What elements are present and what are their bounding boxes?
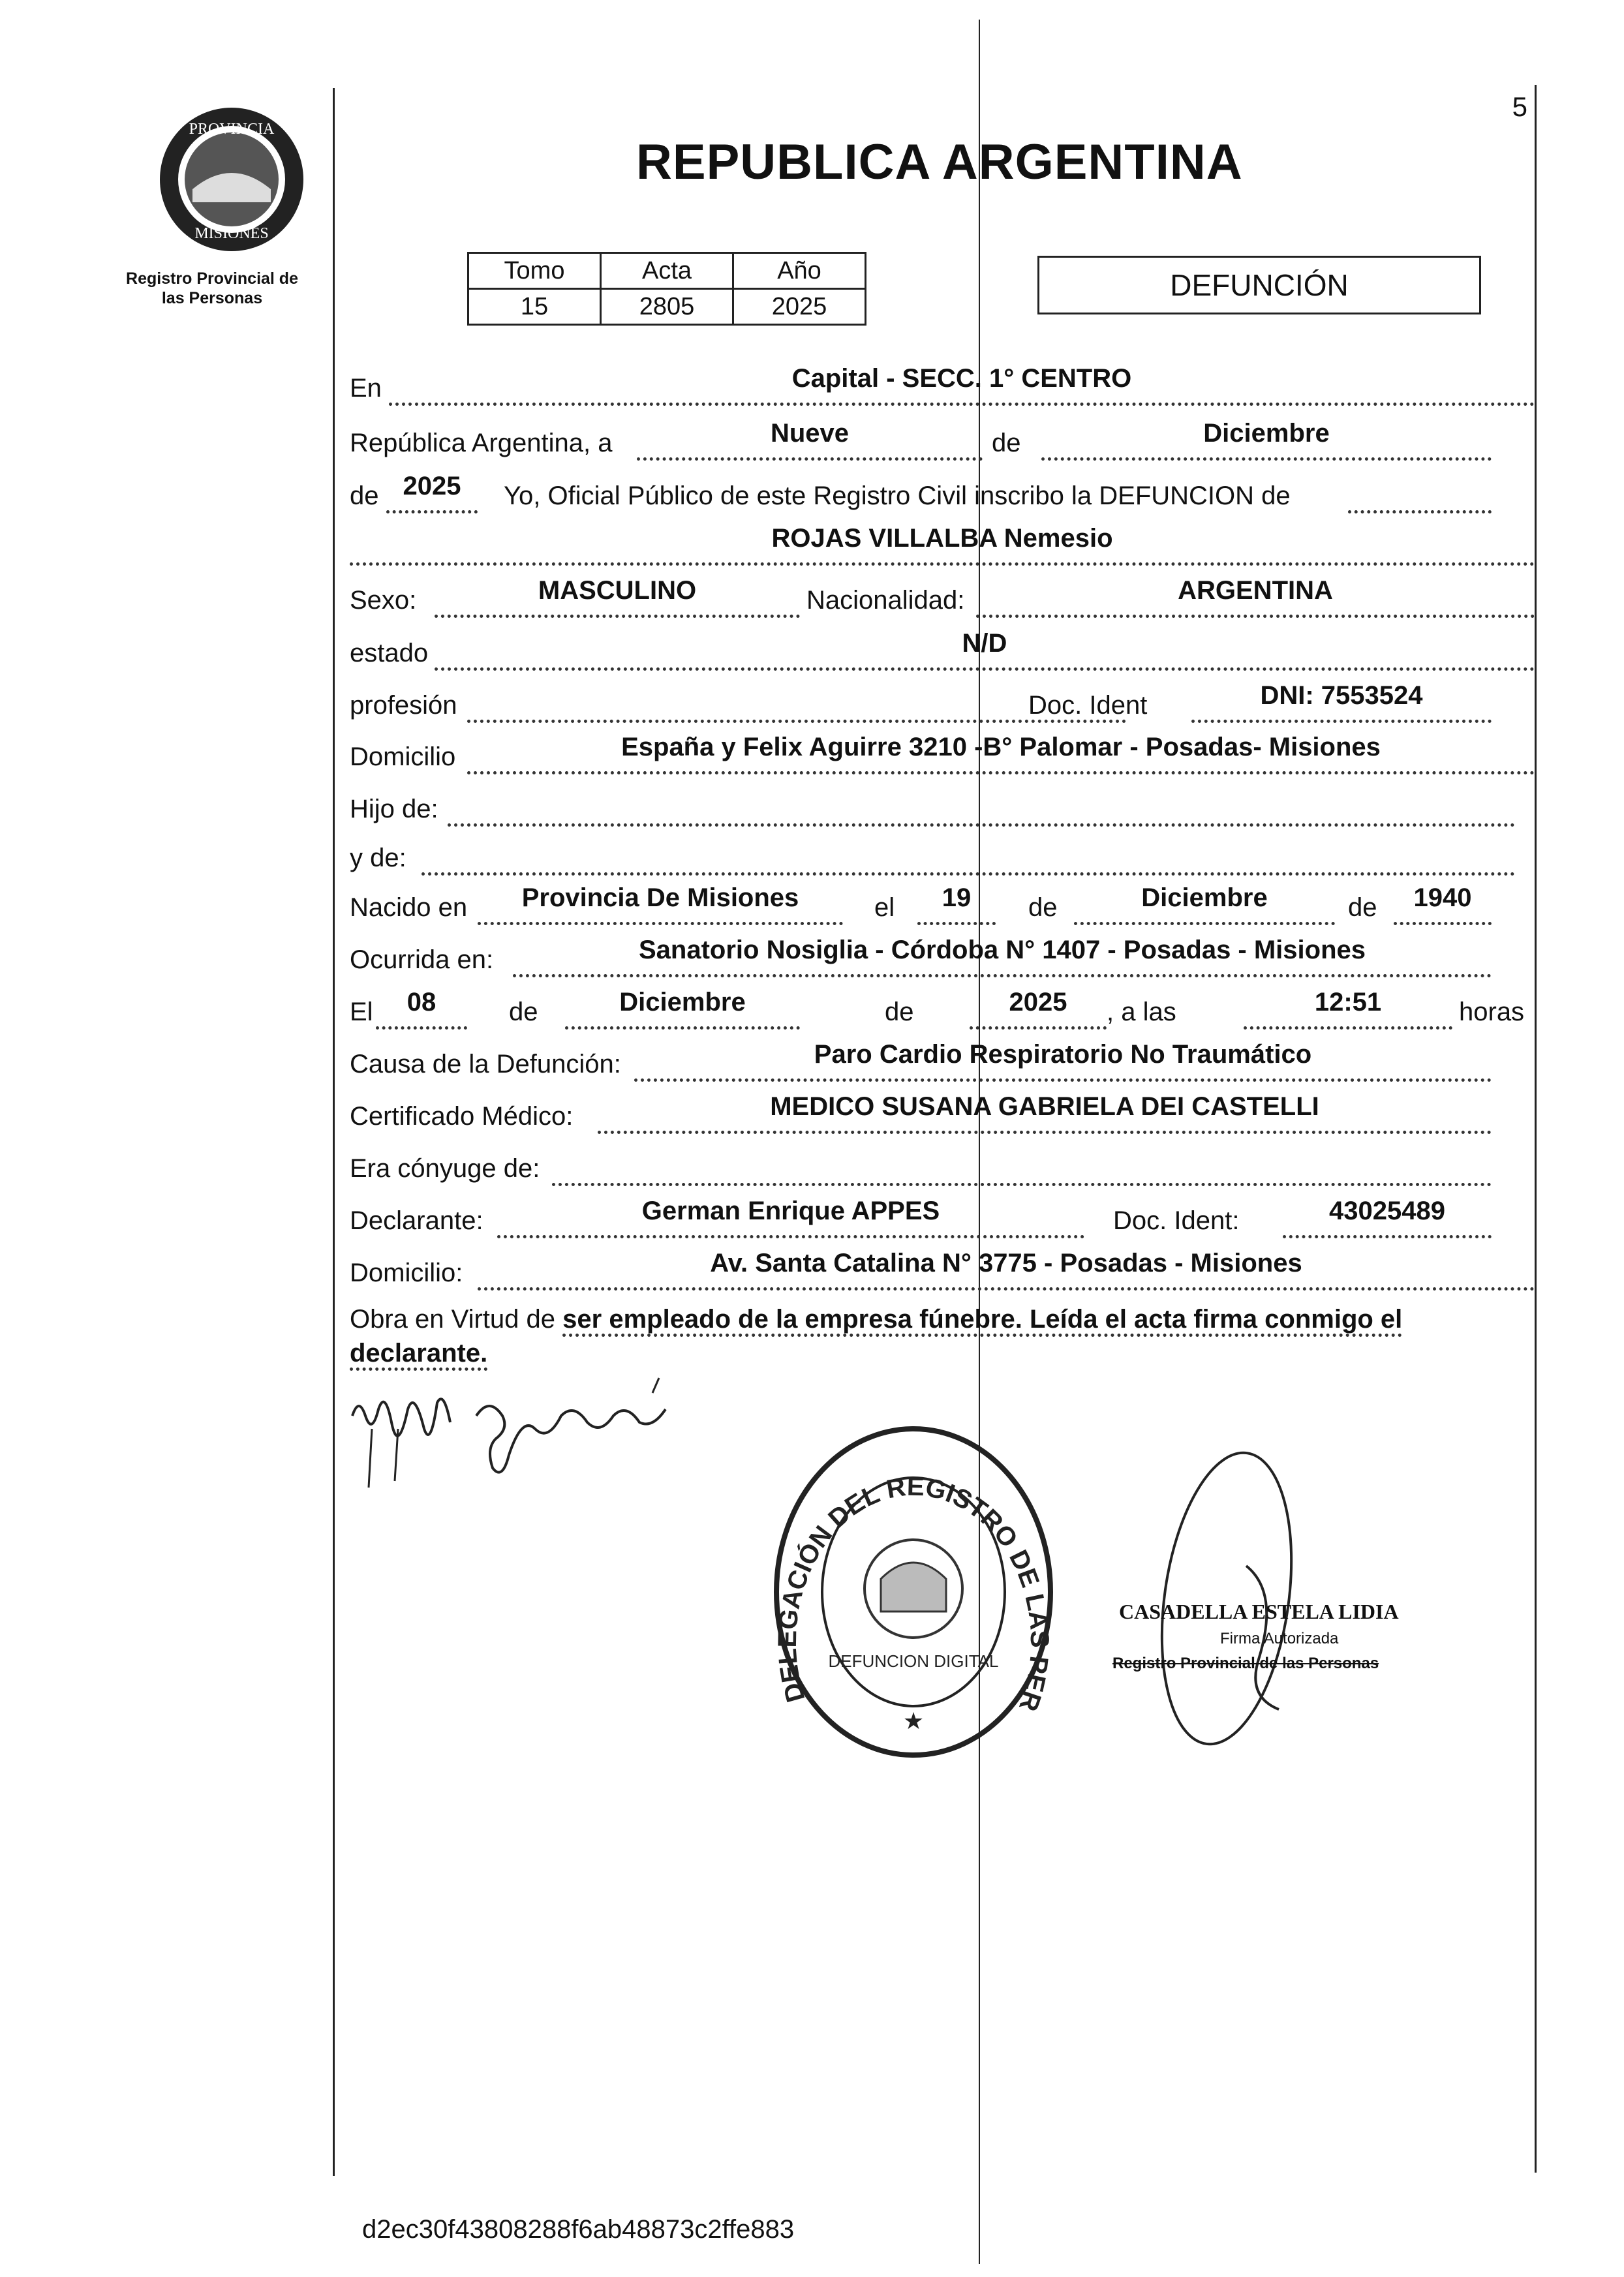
- estado-label: estado: [350, 639, 429, 667]
- yde-label: y de:: [350, 844, 406, 872]
- row-obra: [350, 1302, 1535, 1370]
- nac-anio-value: 1940: [1413, 883, 1472, 912]
- hijo-label: Hijo de:: [350, 795, 438, 823]
- obra-value: ser empleado de la empresa fúnebre. Leída el acta firma conmigo el: [562, 1305, 1402, 1337]
- anio-field: [386, 471, 478, 513]
- def-dia-value: 08: [406, 988, 437, 1016]
- conyuge-label: Era cónyuge de:: [350, 1154, 540, 1183]
- official-name: CASADELLA ESTELA LIDIA: [1119, 1600, 1399, 1623]
- ref-header-anio: Año: [733, 253, 866, 289]
- declarante-field: [497, 1196, 1084, 1238]
- def-dia-field: [376, 987, 467, 1030]
- declarante-label: Declarante:: [350, 1206, 483, 1235]
- ref-header-tomo: Tomo: [468, 253, 601, 289]
- ref-header-acta: Acta: [601, 253, 733, 289]
- row-sexo: [350, 577, 1535, 623]
- nacionalidad-label: Nacionalidad:: [806, 586, 965, 615]
- row-nombre: [350, 525, 1535, 571]
- sexo-label: Sexo:: [350, 586, 417, 615]
- oficial-text: Yo, Oficial Público de este Registro Civil inscribo la DEFUNCION de: [504, 481, 1291, 510]
- registry-line1: Registro Provincial de: [126, 269, 298, 288]
- sexo-value: MASCULINO: [538, 576, 697, 605]
- doc2-label: Doc. Ident:: [1113, 1206, 1240, 1235]
- nac-anio-field: [1394, 883, 1492, 925]
- act-type-box: DEFUNCIÓN: [1037, 256, 1481, 314]
- estado-value: N/D: [962, 629, 1007, 658]
- ref-value-tomo: 15: [468, 289, 601, 325]
- nacido-field: [478, 883, 843, 925]
- domicilio-label: Domicilio: [350, 742, 456, 771]
- horas-label: horas: [1459, 998, 1525, 1026]
- domicilio-field: [467, 732, 1535, 774]
- docident-value: DNI: 7553524: [1260, 681, 1423, 710]
- docident-label: Doc. Ident: [1028, 691, 1148, 720]
- causa-label: Causa de la Defunción:: [350, 1050, 621, 1078]
- ocurrida-field: [513, 935, 1492, 977]
- nacionalidad-field: [976, 575, 1535, 618]
- estado-field: [435, 628, 1535, 671]
- stamp-inner-text: DEFUNCION DIGITAL: [828, 1651, 999, 1671]
- def-anio-value: 2025: [1009, 988, 1067, 1016]
- mes-field: [1041, 418, 1492, 461]
- conyuge-field: [552, 1144, 1492, 1186]
- row-certificado: [350, 1093, 1535, 1139]
- certificado-label: Certificado Médico:: [350, 1102, 574, 1131]
- page-number: 5: [1512, 91, 1527, 122]
- nac-mes-value: Diciembre: [1141, 883, 1268, 912]
- seal-bottom-text: MISIONES: [194, 225, 269, 242]
- right-margin-line: [1535, 85, 1537, 2173]
- el2-label: El: [350, 998, 373, 1026]
- def-anio-field: [970, 987, 1107, 1030]
- official-office: Registro Provincial de las Personas: [1112, 1655, 1379, 1672]
- row-estado: [350, 630, 1535, 676]
- causa-field: [634, 1039, 1492, 1082]
- anio-value: 2025: [403, 472, 461, 500]
- causa-value: Paro Cardio Respiratorio No Traumático: [814, 1040, 1312, 1069]
- reference-table: [467, 252, 866, 326]
- domicilio-value: España y Felix Aguirre 3210 -B° Palomar - Posadas- Misiones: [621, 733, 1381, 761]
- profesion-field: [467, 680, 1126, 723]
- profesion-label: profesión: [350, 691, 457, 720]
- obra-label: Obra en Virtud de: [350, 1305, 556, 1334]
- def-hora-value: 12:51: [1314, 988, 1382, 1016]
- hijo-field: [448, 784, 1515, 827]
- row-ocurrida: [350, 937, 1535, 983]
- stamp-star-icon: ★: [902, 1707, 925, 1734]
- de6-label: de: [885, 998, 914, 1026]
- seal-top-text: PROVINCIA: [189, 121, 275, 138]
- row-defuncion-fecha: [350, 989, 1535, 1035]
- doc2-field: [1283, 1196, 1492, 1238]
- dia-field: [637, 418, 983, 461]
- row-profesion: [350, 682, 1535, 728]
- def-mes-field: [565, 987, 800, 1030]
- yde-field: [421, 833, 1515, 876]
- registry-caption: [117, 269, 307, 308]
- docident-field: [1191, 680, 1492, 723]
- dia-value: Nueve: [770, 419, 850, 448]
- en-label: En: [350, 374, 382, 403]
- def-mes-value: Diciembre: [619, 988, 746, 1016]
- doc2-value: 43025489: [1329, 1197, 1445, 1225]
- mes-value: Diciembre: [1203, 419, 1330, 448]
- row-nacido: [350, 885, 1535, 930]
- document-title: REPUBLICA ARGENTINA: [636, 134, 1243, 190]
- de-label: de: [992, 429, 1021, 457]
- nacido-value: Provincia De Misiones: [521, 883, 799, 912]
- ref-value-acta: 2805: [601, 289, 733, 325]
- obra-value2: declarante.: [350, 1339, 487, 1371]
- row-hijo: [350, 786, 1535, 832]
- nacionalidad-value: ARGENTINA: [1178, 576, 1333, 605]
- de4-label: de: [1348, 893, 1377, 922]
- stamp-ring-text: DELEGACIÓN DEL REGISTRO DE LAS PER: [773, 1472, 1054, 1715]
- left-margin-line: [333, 88, 335, 2176]
- delegation-stamp: [770, 1422, 1057, 1762]
- domicilio2-value: Av. Santa Catalina N° 3775 - Posadas - Misiones: [710, 1249, 1302, 1277]
- official-role: Firma Autorizada: [1220, 1630, 1339, 1647]
- de2-label: de: [350, 481, 379, 510]
- oficial-blank: [1348, 471, 1492, 513]
- domicilio2-field: [478, 1248, 1535, 1291]
- ocurrida-value: Sanatorio Nosiglia - Córdoba N° 1407 - Posadas - Misiones: [638, 936, 1366, 964]
- alas-label: , a las: [1107, 998, 1176, 1026]
- row-fecha: [350, 420, 1535, 466]
- en-value: Capital - SECC. 1° CENTRO: [791, 364, 1132, 393]
- en-field: [389, 363, 1535, 406]
- el-label: el: [874, 893, 895, 922]
- row-conyuge: [350, 1146, 1535, 1191]
- sexo-field: [435, 575, 800, 618]
- row-en: [350, 365, 1535, 411]
- ref-value-anio: 2025: [733, 289, 866, 325]
- def-hora-field: [1244, 987, 1452, 1030]
- certificado-field: [598, 1092, 1492, 1134]
- center-fold-line: [979, 20, 980, 2264]
- certificado-value: MEDICO SUSANA GABRIELA DEI CASTELLI: [770, 1092, 1319, 1121]
- de5-label: de: [509, 998, 538, 1026]
- republica-label: República Argentina, a: [350, 429, 613, 457]
- row-yde: [350, 835, 1535, 881]
- nac-dia-field: [917, 883, 996, 925]
- province-seal-logo: [157, 104, 307, 254]
- nacido-label: Nacido en: [350, 893, 468, 922]
- row-oficial: [350, 473, 1535, 519]
- ocurrida-label: Ocurrida en:: [350, 945, 494, 974]
- nombre-field: [350, 523, 1535, 566]
- nombre-value: ROJAS VILLALBA Nemesio: [771, 524, 1113, 553]
- row-causa: [350, 1041, 1535, 1087]
- document-hash: d2ec30f43808288f6ab48873c2ffe883: [362, 2215, 795, 2244]
- registry-line2: las Personas: [161, 289, 263, 307]
- row-domicilio2: [350, 1250, 1535, 1296]
- domicilio2-label: Domicilio:: [350, 1259, 463, 1287]
- row-declarante: [350, 1198, 1535, 1244]
- nac-dia-value: 19: [942, 883, 972, 912]
- row-domicilio: [350, 734, 1535, 780]
- declarant-signature: [346, 1377, 685, 1510]
- nac-mes-field: [1074, 883, 1335, 925]
- de3-label: de: [1028, 893, 1058, 922]
- declarante-value: German Enrique APPES: [641, 1197, 940, 1225]
